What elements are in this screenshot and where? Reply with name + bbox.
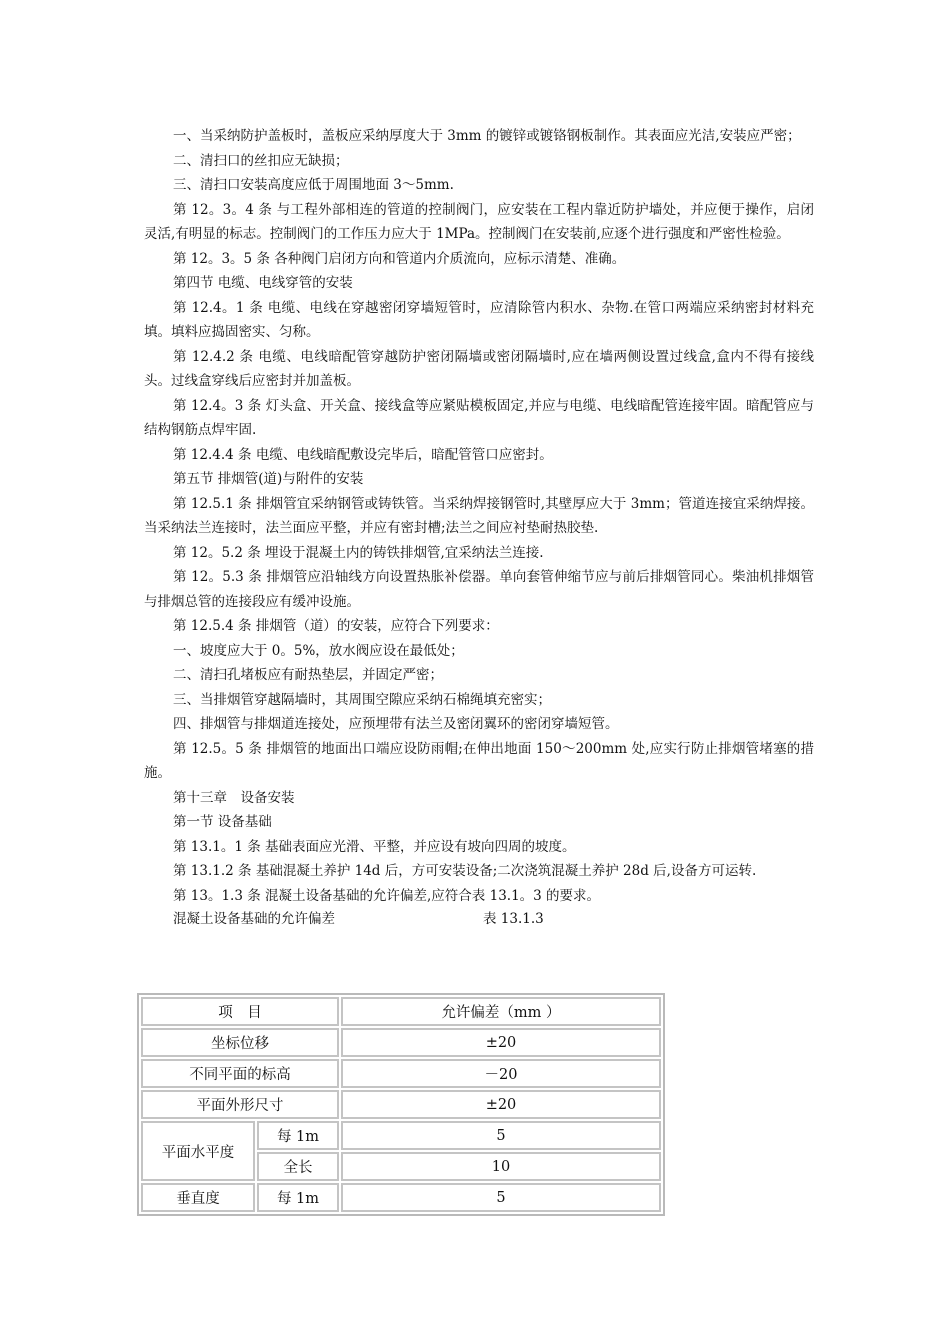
paragraph: 第 12.4。3 条 灯头盒、开关盒、接线盒等应紧贴模板固定,并应与电缆、电线暗配管连接牢固。暗配管应与结构钢筋点焊牢固. xyxy=(144,397,814,438)
row-sublabel: 每 1m xyxy=(257,1121,339,1150)
paragraph: 第 13.1.2 条 基础混凝土养护 14d 后，方可安装设备;二次浇筑混凝土养护 28d 后,设备方可运转. xyxy=(173,863,757,879)
row-label: 平面水平度 xyxy=(141,1121,255,1181)
row-value: 10 xyxy=(341,1152,661,1181)
paragraph: 第 12。5.2 条 埋设于混凝土内的铸铁排烟管,宜采纳法兰连接. xyxy=(173,544,544,561)
paragraph: 第 12.5.1 条 排烟管宜采纳钢管或铸铁管。当采纳焊接钢管时,其壁厚应大于 3mm；管道连接宜采纳焊接。当采纳法兰连接时，法兰面应平整，并应有密封槽;法兰之间应衬垫耐热胶垫. xyxy=(144,495,814,536)
header-item: 项 目 xyxy=(141,997,339,1026)
paragraph: 第 12。3。5 条 各种阀门启闭方向和管道内介质流向，应标示清楚、准确。 xyxy=(173,250,626,267)
header-tolerance: 允许偏差（mm ） xyxy=(341,997,661,1026)
row-value: 5 xyxy=(341,1183,661,1212)
table-row xyxy=(141,1183,661,1212)
table-row xyxy=(141,1090,661,1119)
list-item: 一、坡度应大于 0。5%，放水阀应设在最低处； xyxy=(173,642,464,659)
row-label: 坐标位移 xyxy=(141,1028,339,1057)
row-value: 5 xyxy=(341,1121,661,1150)
row-value: －20 xyxy=(341,1059,661,1088)
chapter-heading: 第十三章 设备安装 xyxy=(173,789,295,806)
paragraph: 第 12.5。5 条 排烟管的地面出口端应设防雨帽;在伸出地面 150～200mm 处,应实行防止排烟管堵塞的措施。 xyxy=(144,740,814,781)
paragraph: 第 12。5.3 条 排烟管应沿轴线方向设置热胀补偿器。单向套管伸缩节应与前后排烟管同心。柴油机排烟管与排烟总管的连接段应有缓冲设施。 xyxy=(144,569,814,610)
table-row xyxy=(141,1121,661,1150)
section-heading: 第一节 设备基础 xyxy=(173,814,272,830)
list-item: 四、排烟管与排烟道连接处，应预埋带有法兰及密闭翼环的密闭穿墙短管。 xyxy=(173,716,619,732)
paragraph: 三、清扫口安装高度应低于周围地面 3～5mm. xyxy=(173,177,454,193)
table-header-row xyxy=(141,997,661,1026)
row-label: 不同平面的标高 xyxy=(141,1059,339,1088)
row-value: ±20 xyxy=(341,1090,661,1119)
row-sublabel: 每 1m xyxy=(257,1183,339,1212)
paragraph: 第 12.4.2 条 电缆、电线暗配管穿越防护密闭隔墙或密闭隔墙时,应在墙两侧设置过线盒,盒内不得有接线头。过线盒穿线后应密封并加盖板。 xyxy=(144,348,814,389)
tolerance-table xyxy=(137,993,665,1216)
document-body xyxy=(144,124,814,930)
row-value: ±20 xyxy=(341,1028,661,1057)
list-item: 二、清扫孔堵板应有耐热垫层，并固定严密； xyxy=(173,667,443,683)
table-caption xyxy=(144,908,814,930)
table-caption-number: 表 13.1.3 xyxy=(483,911,544,927)
row-label: 垂直度 xyxy=(141,1183,255,1212)
table-caption-title: 混凝土设备基础的允许偏差 xyxy=(173,911,335,927)
paragraph: 第 13。1.3 条 混凝土设备基础的允许偏差,应符合表 13.1。3 的要求。 xyxy=(173,887,601,904)
row-label: 平面外形尺寸 xyxy=(141,1090,339,1119)
table-row xyxy=(141,1059,661,1088)
paragraph: 第 13.1。1 条 基础表面应光滑、平整，并应设有坡向四周的坡度。 xyxy=(173,838,576,855)
row-sublabel: 全长 xyxy=(257,1152,339,1181)
paragraph: 第 12.4。1 条 电缆、电线在穿越密闭穿墙短管时，应清除管内积水、杂物.在管口两端应采纳密封材料充填。填料应捣固密实、匀称。 xyxy=(144,299,814,340)
paragraph: 第 12.4.4 条 电缆、电线暗配敷设完毕后，暗配管管口应密封。 xyxy=(173,446,553,463)
paragraph: 第 12。3。4 条 与工程外部相连的管道的控制阀门，应安装在工程内靠近防护墙处，并应便于操作，启闭灵活,有明显的标志。控制阀门的工作压力应大于 1MPa。控制阀门在安装前,应逐个进行强度和严密性检验。 xyxy=(144,201,814,242)
section-heading: 第五节 排烟管(道)与附件的安装 xyxy=(173,471,364,487)
paragraph: 一、当采纳防护盖板时，盖板应采纳厚度大于 3mm 的镀锌或镀铬钢板制作。其表面应光洁,安装应严密； xyxy=(173,128,801,144)
paragraph: 二、清扫口的丝扣应无缺损； xyxy=(173,152,349,169)
section-heading: 第四节 电缆、电线穿管的安装 xyxy=(173,275,353,291)
list-item: 三、当排烟管穿越隔墙时，其周围空隙应采纳石棉绳填充密实； xyxy=(173,691,551,708)
paragraph: 第 12.5.4 条 排烟管（道）的安装，应符合下列要求： xyxy=(173,618,499,634)
table-row xyxy=(141,1028,661,1057)
